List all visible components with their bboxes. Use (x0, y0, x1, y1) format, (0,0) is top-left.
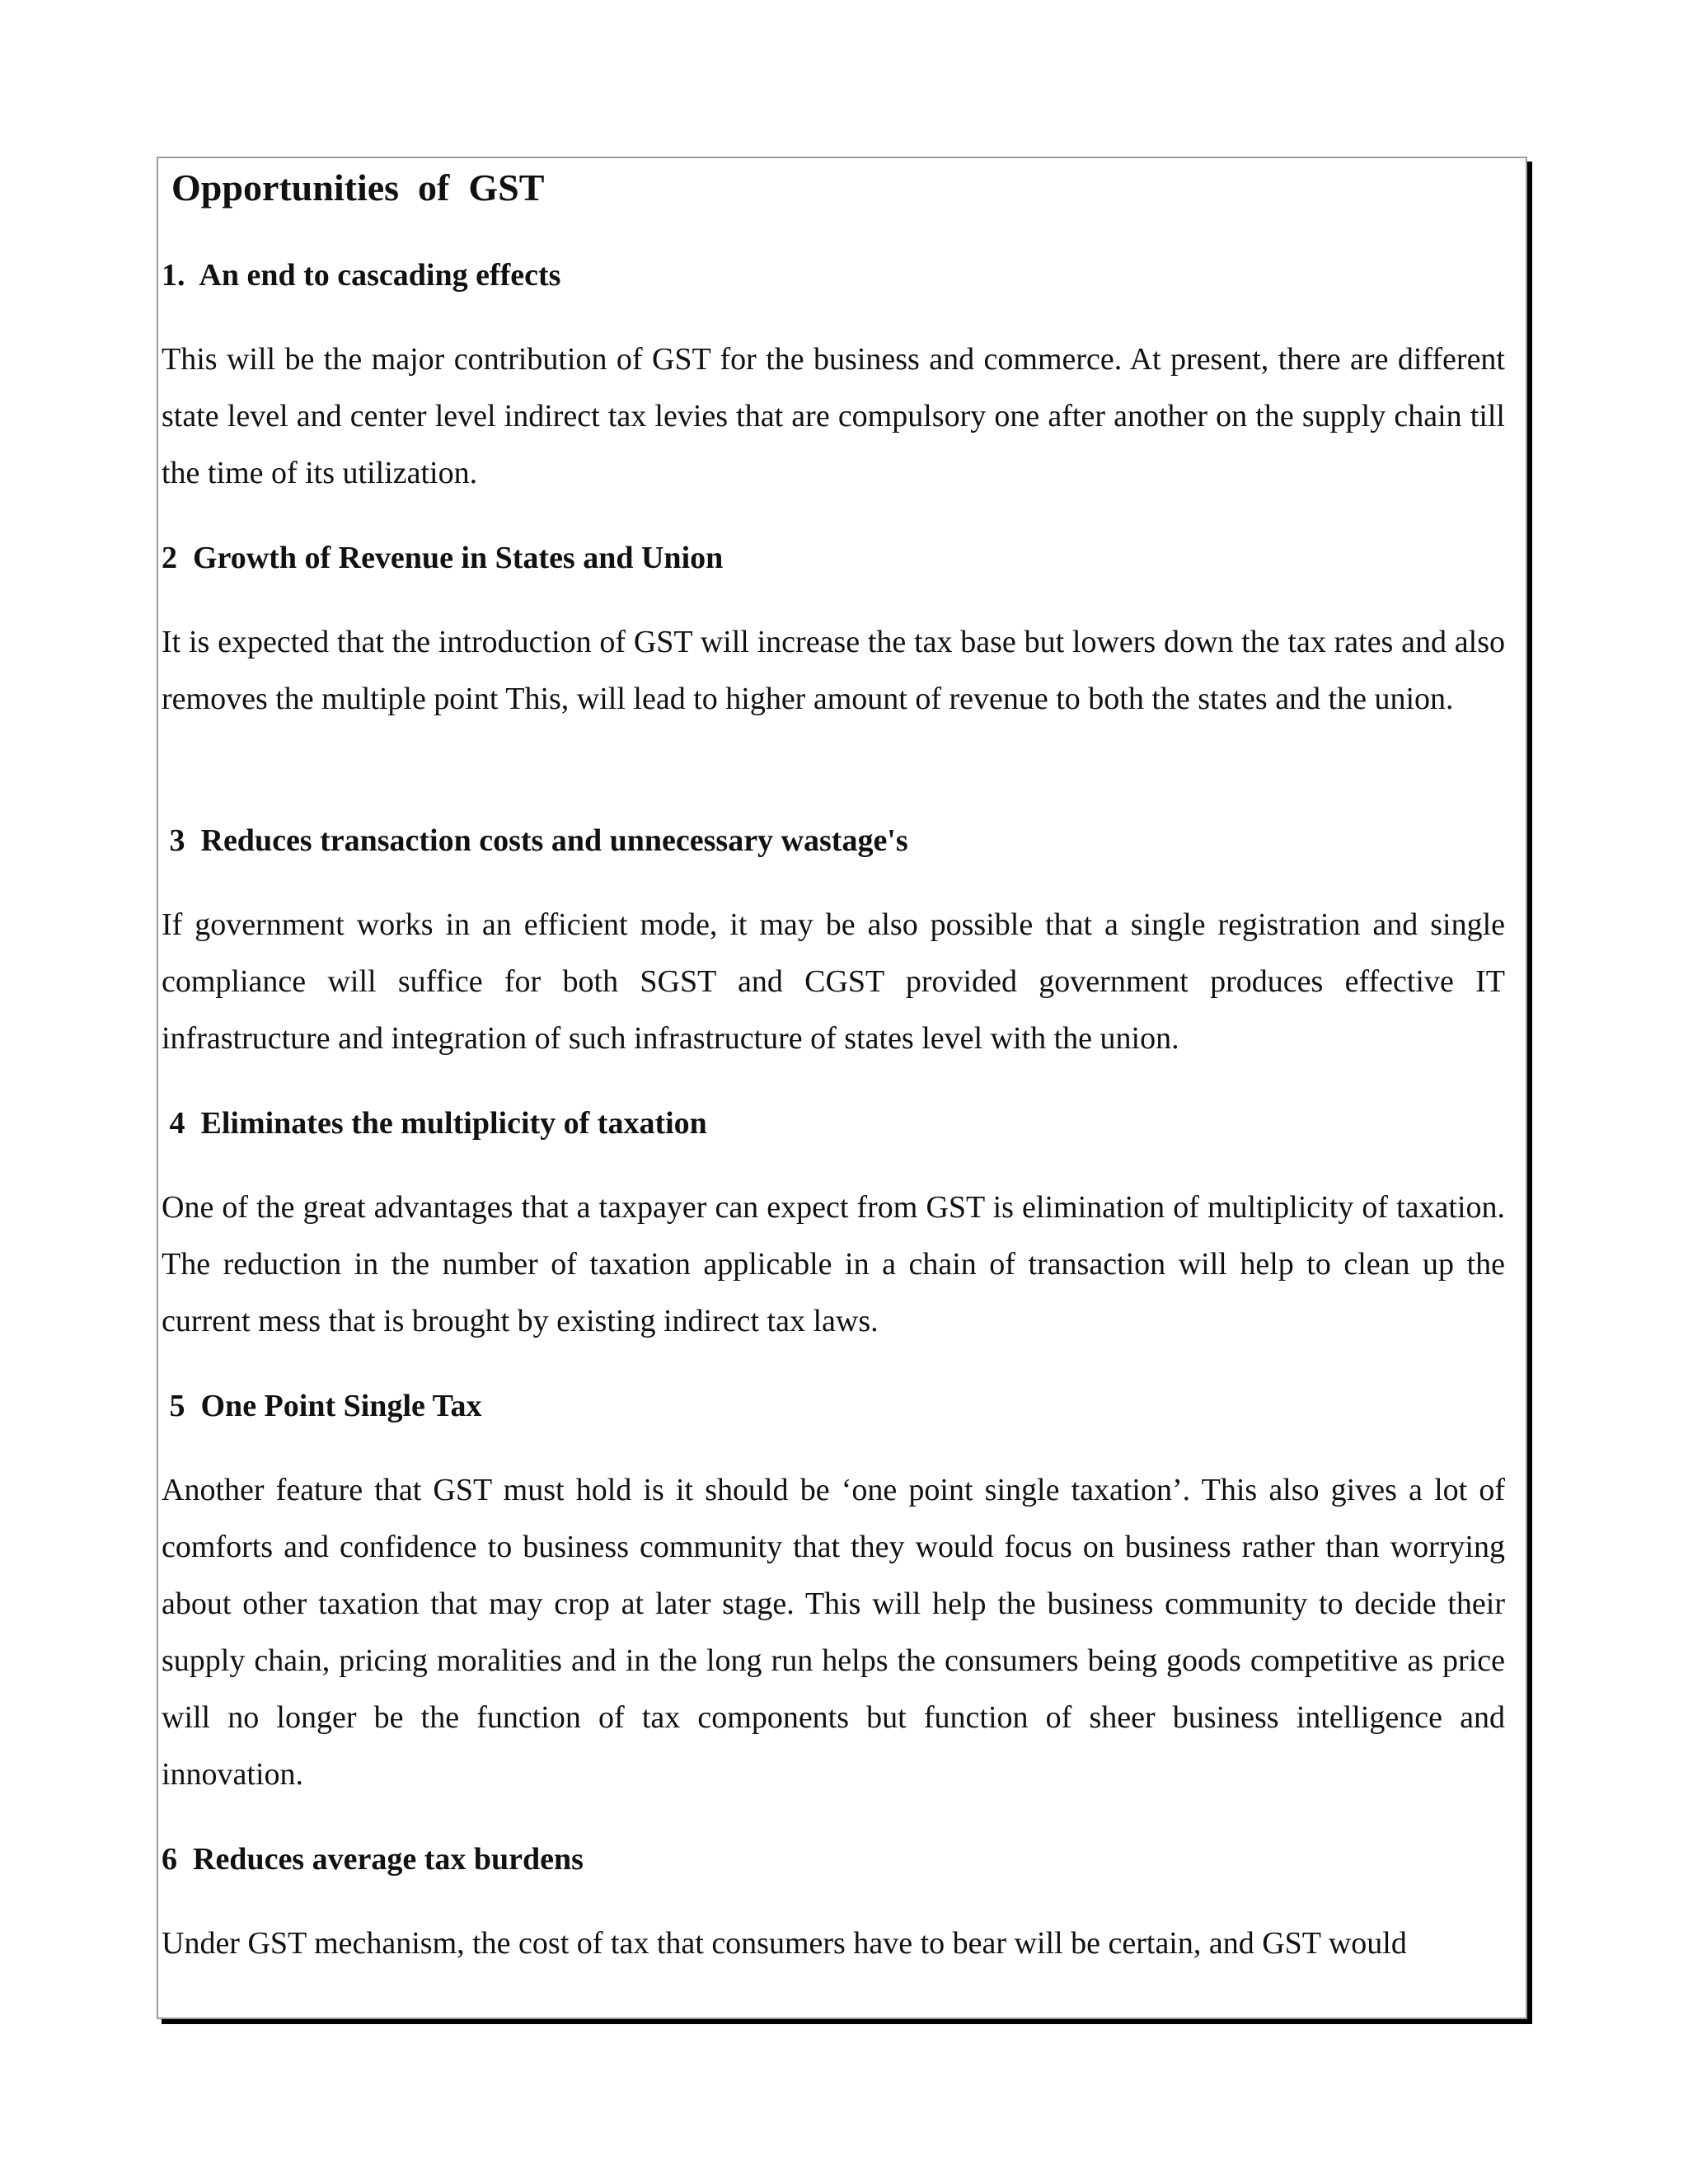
section-heading-6: 6 Reduces average tax burdens (162, 1842, 584, 1877)
section-body-4: One of the great advantages that a taxpayer can expect from GST is elimination of multiplicity of taxation. The reduction in the number of taxation applicable in a chain of transaction will help to clean up the current mess that is brought by existing indirect tax laws. (162, 1190, 1505, 1338)
section-heading-4: 4 Eliminates the multiplicity of taxation (162, 1106, 707, 1141)
section-body-2: It is expected that the introduction of GST will increase the tax base but lowers down the tax rates and also removes the multiple point This, will lead to higher amount of revenue to both the states and the union. (162, 625, 1505, 716)
section-heading-5: 5 One Point Single Tax (162, 1389, 482, 1423)
section-body-1: This will be the major contribution of GST for the business and commerce. At present, there are different state level and center level indirect tax levies that are compulsory one after another on the supply chain till the time of its utilization. (162, 342, 1505, 490)
section-body-6: Under GST mechanism, the cost of tax that consumers have to bear will be certain, and GST would (162, 1926, 1407, 1961)
section-body-3: If government works in an efficient mode, it may be also possible that a single registration and single compliance will suffice for both SGST and CGST provided government produces effective IT infrastructure and integration of such infrastructure of states level with the union. (162, 907, 1505, 1056)
section-heading-2: 2 Growth of Revenue in States and Union (162, 541, 724, 575)
section-body-5: Another feature that GST must hold is it should be ‘one point single taxation’. This also gives a lot of comforts and confidence to business community that they would focus on business rather than worrying about other taxation that may crop at later stage. This will help the business community to decide their supply chain, pricing moralities and in the long run helps the consumers being goods competitive as price will no longer be the function of tax components but function of sheer business intelligence and innovation. (162, 1473, 1505, 1792)
document-frame (157, 157, 1527, 2019)
section-heading-3: 3 Reduces transaction costs and unnecessary wastage's (162, 823, 908, 858)
document-title: Opportunities of GST (171, 166, 545, 209)
section-heading-1: 1. An end to cascading effects (162, 258, 561, 293)
